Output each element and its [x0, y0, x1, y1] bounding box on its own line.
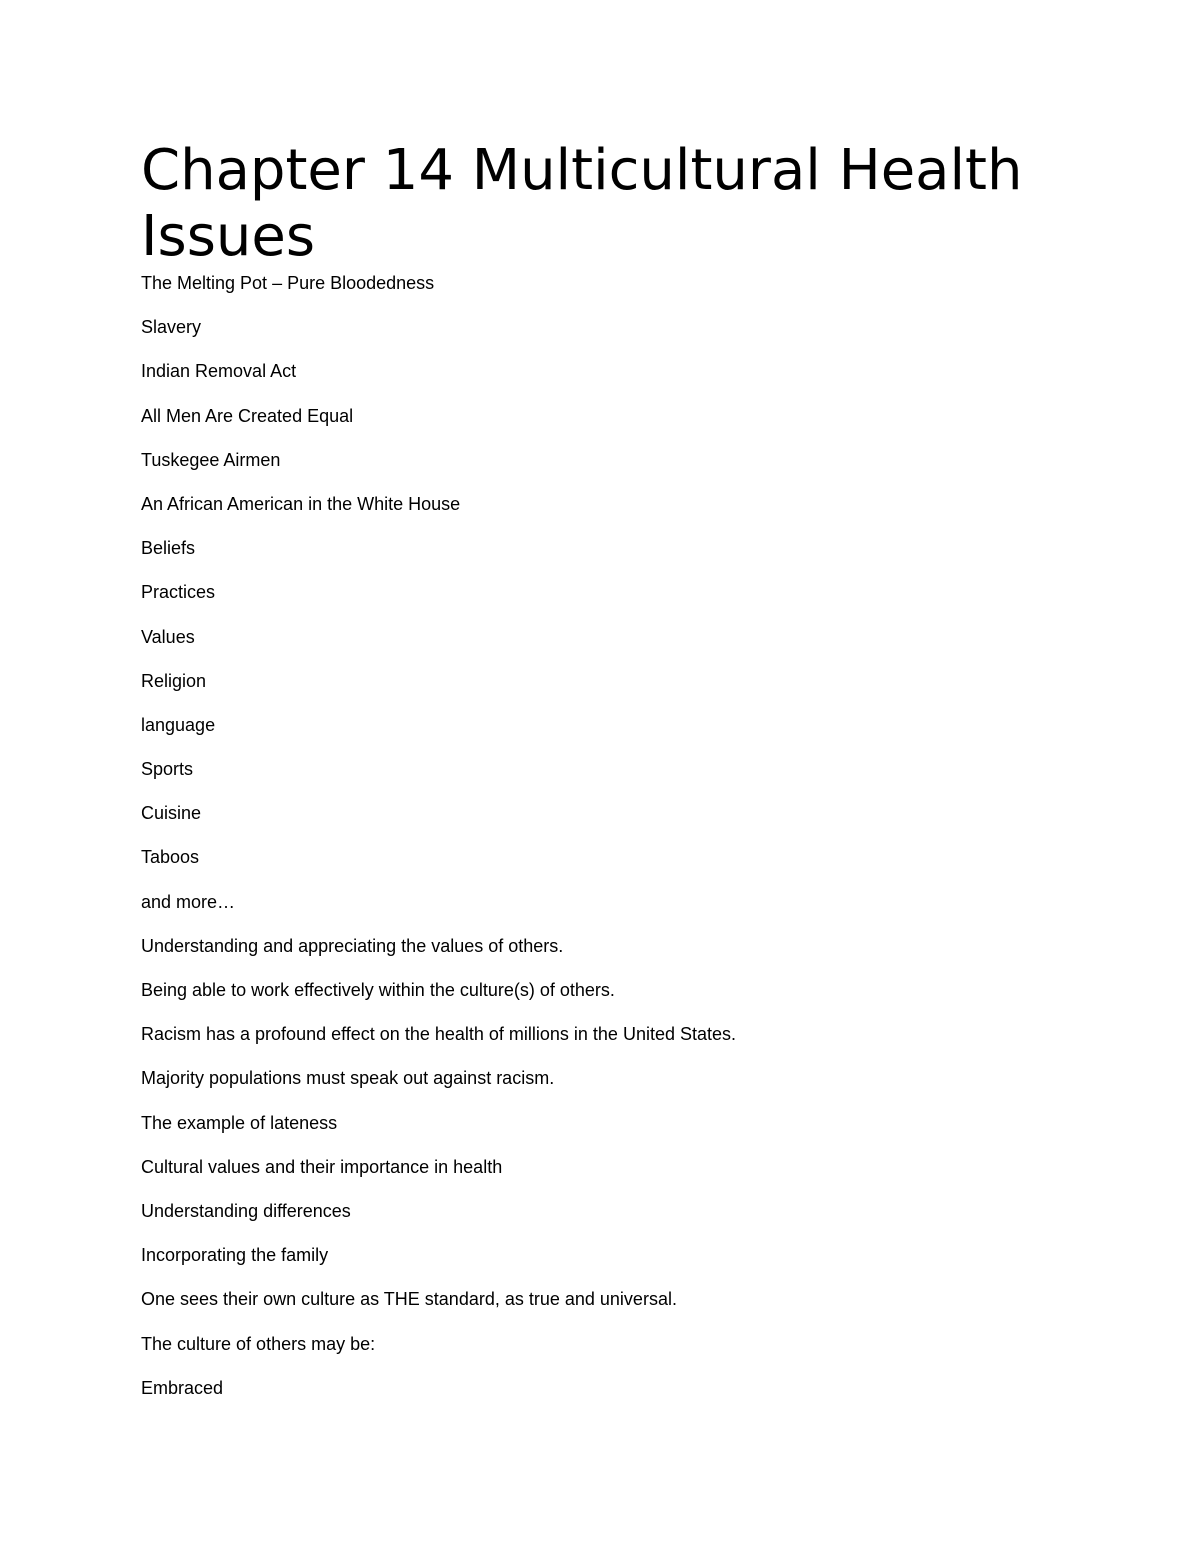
document-line: Understanding and appreciating the values of others. — [141, 935, 564, 956]
document-line: One sees their own culture as THE standard, as true and universal. — [141, 1289, 677, 1310]
document-line: Cuisine — [141, 803, 202, 824]
document-body — [141, 270, 1141, 1419]
document-line: The culture of others may be: — [141, 1333, 376, 1354]
document-line: Religion — [141, 670, 207, 691]
document-line: The example of lateness — [141, 1112, 338, 1133]
document-line: Sports — [141, 759, 194, 780]
document-line: Being able to work effectively within the culture(s) of others. — [141, 980, 615, 1000]
document-line: Understanding differences — [141, 1200, 351, 1221]
document-line: Slavery — [141, 317, 202, 338]
document-line: Taboos — [141, 847, 200, 868]
document-line: Tuskegee Airmen — [141, 449, 281, 470]
document-line: Cultural values and their importance in health — [141, 1156, 503, 1177]
document-line: Practices — [141, 582, 216, 603]
document-line: Racism has a profound effect on the health of millions in the United States. — [141, 1024, 737, 1045]
document-line: An African American in the White House — [141, 493, 461, 514]
document-line: Indian Removal Act — [141, 361, 297, 382]
document-line: and more… — [141, 891, 236, 912]
document-line: language — [141, 714, 216, 735]
document-line: Beliefs — [141, 538, 196, 559]
document-line: Values — [141, 626, 195, 647]
document-line: Majority populations must speak out against racism. — [141, 1068, 555, 1089]
document-line: Incorporating the family — [141, 1245, 329, 1266]
document-line: Embraced — [141, 1377, 224, 1398]
document-title: Chapter 14 Multicultural Health Issues — [141, 138, 1023, 269]
document-line: The Melting Pot – Pure Bloodedness — [141, 273, 435, 293]
document-line: All Men Are Created Equal — [141, 405, 354, 426]
